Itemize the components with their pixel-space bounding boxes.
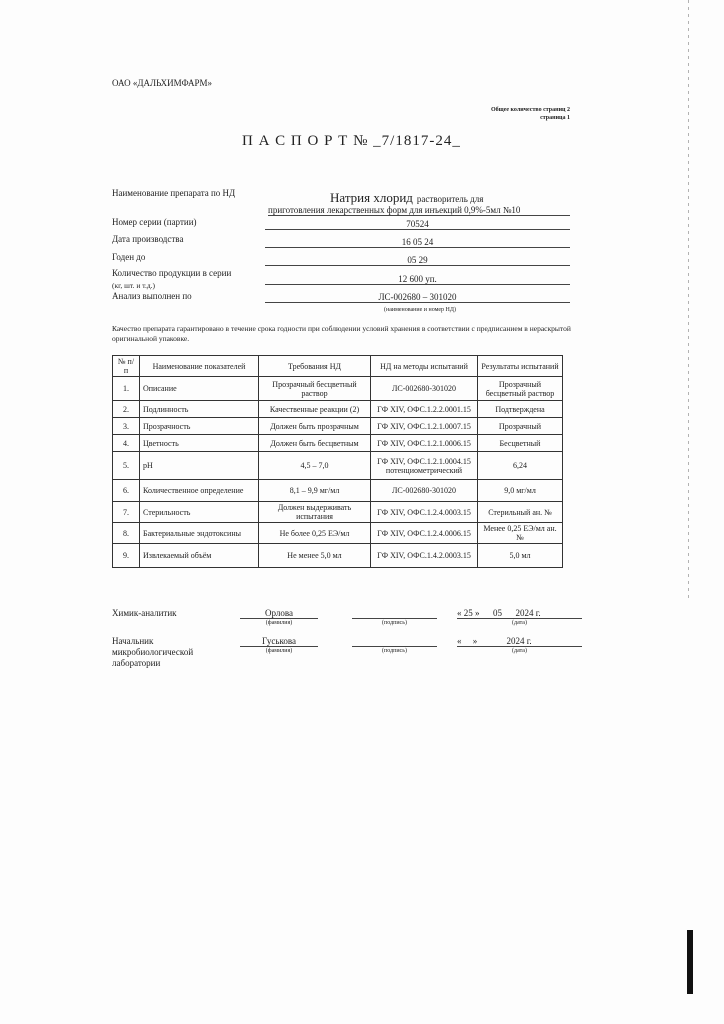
- row-method: ЛС-002680-301020: [371, 377, 478, 401]
- row-requirement: Должен быть прозрачным: [259, 418, 371, 435]
- table-row: [113, 401, 563, 418]
- row-requirement: 4,5 – 7,0: [259, 452, 371, 480]
- row-result: Бесцветный: [478, 435, 563, 452]
- row-method: ГФ XIV, ОФС.1.2.4.0006.15: [371, 523, 478, 544]
- analyst-signature-line: [352, 608, 437, 619]
- title-prefix: П А С П О Р Т №: [242, 133, 369, 149]
- drug-desc-2: приготовления лекарственных форм для инъекций 0,9%-5мл №10: [268, 205, 570, 216]
- page-current: страница 1: [540, 115, 570, 121]
- table-row: [113, 502, 563, 523]
- row-number: 8.: [113, 523, 140, 544]
- qty-label-2: (кг, шт. и т.д.): [112, 281, 156, 290]
- page-title: [242, 133, 461, 150]
- role-microbiology: Начальник микробиологической лаборатории: [112, 636, 194, 668]
- col-requirements: Требования НД: [259, 356, 371, 377]
- micro-name: Гуськова: [240, 636, 318, 647]
- expiry-value: 05 29: [265, 255, 570, 266]
- table-row: [113, 544, 563, 568]
- micro-date: « » 2024 г.: [457, 636, 582, 647]
- row-result: Подтверждена: [478, 401, 563, 418]
- row-method: ЛС-002680-301020: [371, 480, 478, 502]
- row-number: 5.: [113, 452, 140, 480]
- row-number: 1.: [113, 377, 140, 401]
- row-indicator: Цветность: [140, 435, 259, 452]
- prod-date-value: 16 05 24: [265, 237, 570, 248]
- row-result: Менее 0,25 ЕЭ/мл ан. №: [478, 523, 563, 544]
- row-method: ГФ XIV, ОФС.1.2.4.0003.15: [371, 502, 478, 523]
- col-number: № п/п: [113, 356, 140, 377]
- row-indicator: Стерильность: [140, 502, 259, 523]
- analysis-value: ЛС-002680 – 301020: [265, 292, 570, 303]
- row-indicator: Описание: [140, 377, 259, 401]
- col-methods: НД на методы испытаний: [371, 356, 478, 377]
- row-indicator: Извлекаемый объём: [140, 544, 259, 568]
- micro-name-caption: (фамилия): [265, 648, 293, 654]
- qty-label: Количество продукции в серии: [112, 268, 232, 278]
- row-method: ГФ XIV, ОФС.1.2.1.0004.15 потенциометрический: [371, 452, 478, 480]
- prod-date-label: Дата производства: [112, 234, 184, 244]
- row-method: ГФ XIV, ОФС.1.4.2.0003.15: [371, 544, 478, 568]
- page-total: Общее количество страниц 2: [490, 107, 570, 113]
- col-results: Результаты испытаний: [478, 356, 563, 377]
- scan-edge-line: [688, 0, 689, 600]
- col-indicator: Наименование показателей: [140, 356, 259, 377]
- row-result: Прозрачный бесцветный раствор: [478, 377, 563, 401]
- row-indicator: Подлинность: [140, 401, 259, 418]
- row-result: Прозрачный: [478, 418, 563, 435]
- analyst-name-caption: (фамилия): [265, 620, 293, 626]
- company-name: ОАО «ДАЛЬХИМФАРМ»: [112, 78, 213, 88]
- table-row: [113, 377, 563, 401]
- micro-signature-line: [352, 636, 437, 647]
- row-requirement: 8,1 – 9,9 мг/мл: [259, 480, 371, 502]
- analyst-date-caption: (дата): [512, 620, 527, 626]
- series-value: 70524: [265, 219, 570, 230]
- analysis-label: Анализ выполнен по: [112, 291, 192, 301]
- row-number: 9.: [113, 544, 140, 568]
- analyst-date: « 25 » 05 2024 г.: [457, 608, 582, 619]
- row-requirement: Не менее 5,0 мл: [259, 544, 371, 568]
- row-number: 3.: [113, 418, 140, 435]
- table-row: [113, 435, 563, 452]
- analyst-name: Орлова: [240, 608, 318, 619]
- passport-number: _7/1817-24_: [373, 133, 461, 149]
- table-row: [113, 452, 563, 480]
- table-header-row: [113, 356, 563, 377]
- page-counter: [462, 106, 570, 122]
- row-result: 6,24: [478, 452, 563, 480]
- row-indicator: pH: [140, 452, 259, 480]
- row-number: 2.: [113, 401, 140, 418]
- analyst-sign-caption: (подпись): [382, 620, 407, 626]
- series-label: Номер серии (партии): [112, 217, 197, 227]
- table-row: [113, 523, 563, 544]
- row-indicator: Количественное определение: [140, 480, 259, 502]
- qty-value: 12 600 уп.: [265, 274, 570, 285]
- scan-edge-mark: [687, 930, 693, 994]
- row-number: 6.: [113, 480, 140, 502]
- row-requirement: Качественные реакции (2): [259, 401, 371, 418]
- guarantee-text: Качество препарата гарантировано в течение срока годности при соблюдении условий хранения в соответствии с предписанием в нераскрытой оригинальной упаковке.: [112, 324, 571, 343]
- row-result: 5,0 мл: [478, 544, 563, 568]
- row-requirement: Не более 0,25 ЕЭ/мл: [259, 523, 371, 544]
- drug-desc-1: растворитель для: [416, 194, 484, 204]
- micro-sign-caption: (подпись): [382, 648, 407, 654]
- row-method: ГФ XIV, ОФС.1.2.1.0006.15: [371, 435, 478, 452]
- row-requirement: Должен быть бесцветным: [259, 435, 371, 452]
- drug-label: Наименование препарата по НД: [112, 188, 236, 198]
- table-row: [113, 480, 563, 502]
- drug-name: Натрия хлорид: [330, 190, 413, 205]
- table-row: [113, 418, 563, 435]
- expiry-label: Годен до: [112, 252, 146, 262]
- row-result: 9,0 мг/мл: [478, 480, 563, 502]
- row-indicator: Прозрачность: [140, 418, 259, 435]
- quality-table: [112, 355, 563, 568]
- analysis-caption: (наименование и номер НД): [384, 307, 456, 313]
- row-number: 7.: [113, 502, 140, 523]
- micro-date-caption: (дата): [512, 648, 527, 654]
- row-method: ГФ XIV, ОФС.1.2.2.0001.15: [371, 401, 478, 418]
- row-requirement: Должен выдерживать испытания: [259, 502, 371, 523]
- row-result: Стерильный ан. №: [478, 502, 563, 523]
- row-method: ГФ XIV, ОФС.1.2.1.0007.15: [371, 418, 478, 435]
- row-number: 4.: [113, 435, 140, 452]
- role-analyst: Химик-аналитик: [112, 608, 177, 618]
- row-requirement: Прозрачный бесцветный раствор: [259, 377, 371, 401]
- row-indicator: Бактериальные эндотоксины: [140, 523, 259, 544]
